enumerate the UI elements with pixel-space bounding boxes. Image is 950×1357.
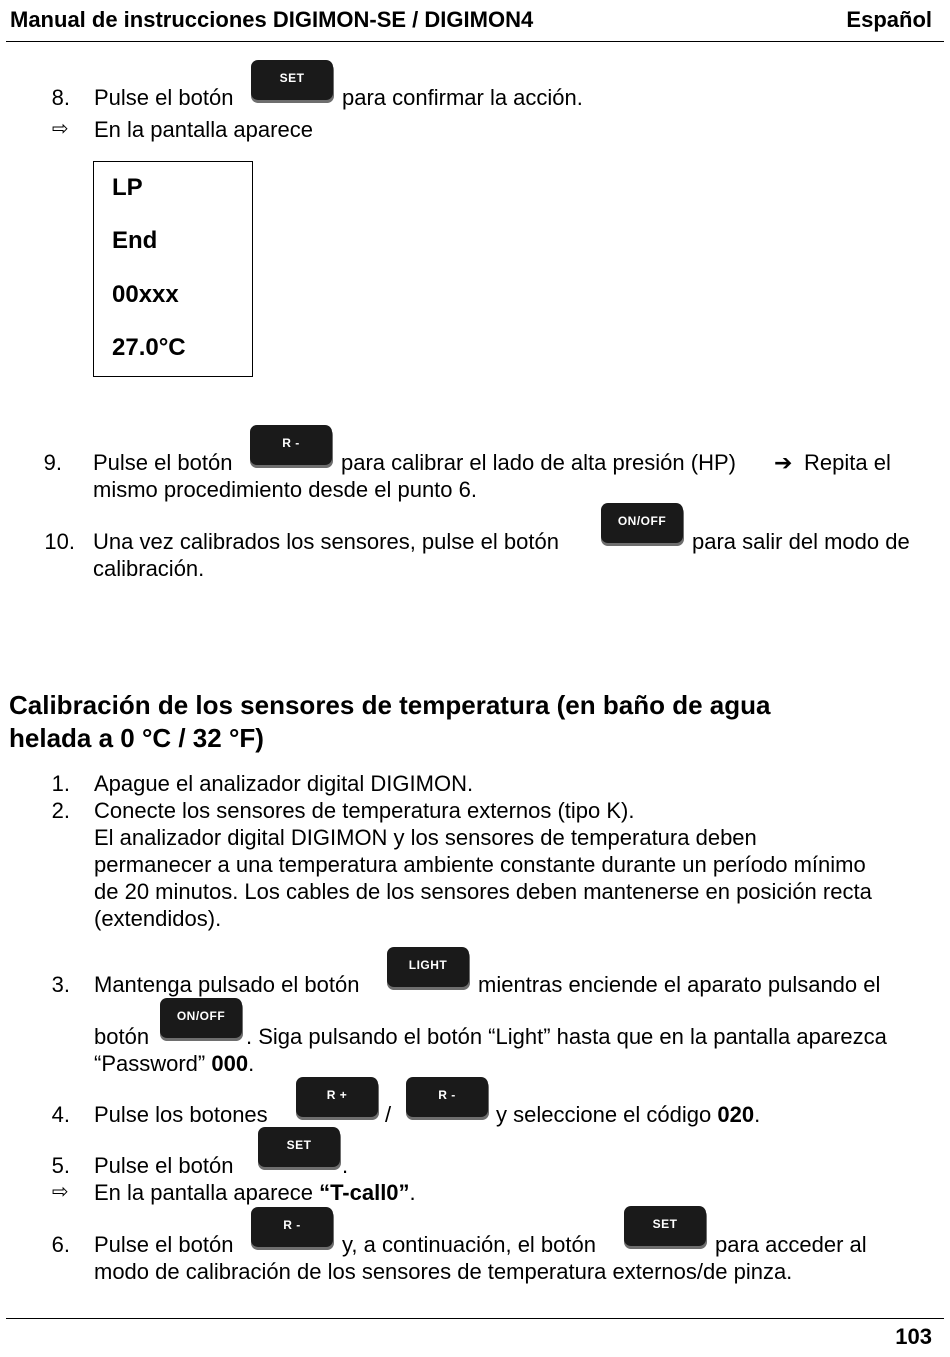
display-code: “T-call0” <box>319 1180 410 1205</box>
step-text: . Siga pulsando el botón “Light” hasta que en la pantalla aparezca <box>246 1024 887 1049</box>
password-label: “Password” <box>94 1051 206 1076</box>
display-line: End <box>112 227 158 254</box>
step-text: mismo procedimiento desde el punto 6. <box>93 477 477 502</box>
code-value: 020 <box>717 1102 755 1127</box>
on-off-button[interactable]: ON/OFF <box>160 998 242 1038</box>
punctuation: . <box>409 1180 416 1205</box>
arrow-right-icon: ➔ <box>774 450 793 475</box>
set-button[interactable]: SET <box>258 1127 340 1167</box>
punctuation: . <box>342 1153 349 1178</box>
manual-title: Manual de instrucciones DIGIMON-SE / DIGIMON4 <box>10 7 534 32</box>
language-label: Español <box>846 7 932 32</box>
punctuation: . <box>754 1102 761 1127</box>
header-rule <box>6 41 944 42</box>
step-text: Pulse el botón <box>94 1232 234 1257</box>
step-text: y seleccione el código <box>496 1102 712 1127</box>
r-minus-button[interactable]: R - <box>406 1077 488 1117</box>
step-text: para confirmar la acción. <box>342 85 583 110</box>
step-text: y, a continuación, el botón <box>342 1232 596 1257</box>
step-text <box>496 1101 760 1128</box>
step-text: Conecte los sensores de temperatura externos (tipo K). <box>94 798 635 823</box>
step-text: (extendidos). <box>94 906 222 931</box>
on-off-button[interactable]: ON/OFF <box>601 503 683 543</box>
separator: / <box>385 1102 392 1127</box>
footer-rule <box>6 1318 944 1319</box>
punctuation: . <box>248 1051 255 1076</box>
step-text: Pulse los botones <box>94 1102 268 1127</box>
step-number: 1. <box>51 771 70 796</box>
step-number: 4. <box>51 1102 70 1127</box>
step-text: Mantenga pulsado el botón <box>94 972 360 997</box>
step-text: para acceder al <box>715 1232 867 1257</box>
step-number: 3. <box>51 972 70 997</box>
step-text: modo de calibración de los sensores de temperatura externos/de pinza. <box>94 1259 793 1284</box>
step-text: de 20 minutos. Los cables de los sensores deben mantenerse en posición recta <box>94 879 872 904</box>
result-arrow-icon: ⇨ <box>52 1181 69 1203</box>
step-text: Pulse el botón <box>94 85 234 110</box>
step-text: para calibrar el lado de alta presión (HP) <box>341 450 736 475</box>
result-text <box>94 1179 416 1206</box>
step-text: Apague el analizador digital DIGIMON. <box>94 771 474 796</box>
step-text <box>94 1050 254 1077</box>
step-text: calibración. <box>93 556 205 581</box>
result-arrow-icon: ⇨ <box>52 118 69 140</box>
r-plus-button[interactable]: R + <box>296 1077 378 1117</box>
section-heading: Calibración de los sensores de temperatura (en baño de agua <box>9 690 771 720</box>
step-text: Pulse el botón <box>94 1153 234 1178</box>
step-number: 10. <box>44 529 75 554</box>
step-text: Pulse el botón <box>93 450 233 475</box>
step-text: Una vez calibrados los sensores, pulse el botón <box>93 529 559 554</box>
step-text: Repita el <box>804 450 891 475</box>
step-text: mientras enciende el aparato pulsando el <box>478 972 881 997</box>
r-minus-button[interactable]: R - <box>251 1207 333 1247</box>
section-heading: helada a 0 °C / 32 °F) <box>9 723 264 753</box>
step-number: 8. <box>51 85 70 110</box>
display-line: LP <box>112 174 143 201</box>
step-number: 9. <box>43 450 62 475</box>
r-minus-button[interactable]: R - <box>250 425 332 465</box>
light-button[interactable]: LIGHT <box>387 947 469 987</box>
set-button[interactable]: SET <box>624 1206 706 1246</box>
step-number: 6. <box>51 1232 70 1257</box>
step-text: El analizador digital DIGIMON y los sensores de temperatura deben <box>94 825 757 850</box>
step-text: botón <box>94 1024 150 1049</box>
display-readout <box>93 161 253 377</box>
page-number: 103 <box>895 1324 932 1349</box>
display-line: 00xxx <box>112 281 179 308</box>
step-text: permanecer a una temperatura ambiente constante durante un período mínimo <box>94 852 866 877</box>
step-number: 2. <box>51 798 70 823</box>
set-button[interactable]: SET <box>251 60 333 100</box>
password-code: 000 <box>211 1051 249 1076</box>
display-line: 27.0°C <box>112 334 186 361</box>
result-text: En la pantalla aparece <box>94 1180 313 1205</box>
step-number: 5. <box>51 1153 70 1178</box>
step-text: para salir del modo de <box>692 529 910 554</box>
result-text: En la pantalla aparece <box>94 117 313 142</box>
